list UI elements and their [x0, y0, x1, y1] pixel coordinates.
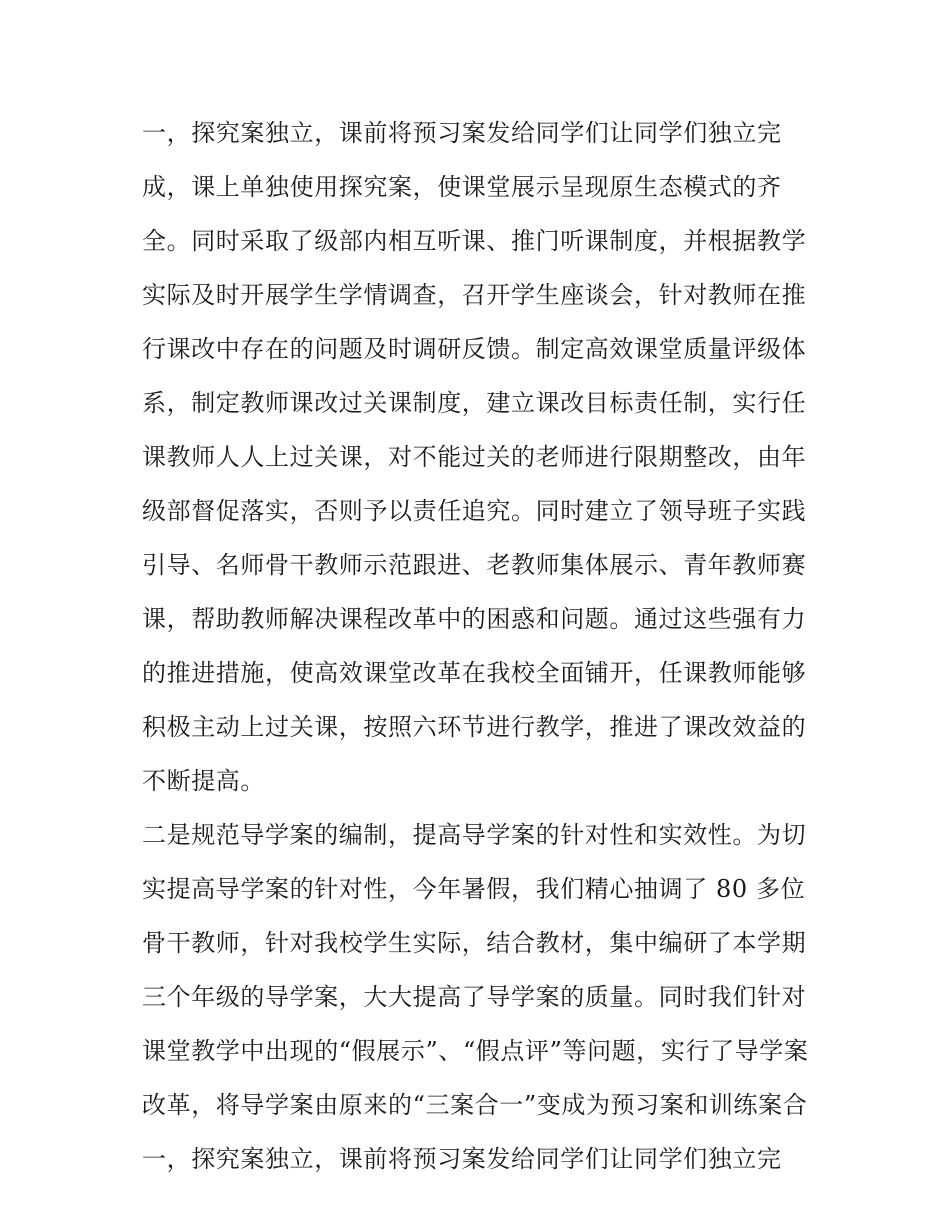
- text-line: 引导、名师骨干教师示范跟进、老教师集体展示、青年教师赛: [142, 551, 807, 579]
- text-line: 课教师人人上过关课，对不能过关的老师进行限期整改，由年: [142, 443, 807, 471]
- text-line: 不断提高。: [142, 767, 265, 795]
- text-line: 系，制定教师课改过关课制度，建立课改目标责任制，实行任: [142, 389, 807, 417]
- text-line: 的推进措施，使高效课堂改革在我校全面铺开，任课教师能够: [142, 659, 807, 687]
- text-line: 三个年级的导学案，大大提高了导学案的质量。同时我们针对: [142, 983, 807, 1011]
- text-line: 改革，将导学案由原来的“三案合一”变成为预习案和训练案合: [142, 1091, 808, 1119]
- text-line: 级部督促落实，否则予以责任追究。同时建立了领导班子实践: [142, 497, 807, 525]
- text-line: 一，探究案独立，课前将预习案发给同学们让同学们独立完: [142, 119, 782, 147]
- text-line: 骨干教师，针对我校学生实际，结合教材，集中编研了本学期: [142, 929, 807, 957]
- text-line: 一，探究案独立，课前将预习案发给同学们让同学们独立完: [142, 1145, 782, 1173]
- text-line: 实际及时开展学生学情调查，召开学生座谈会，针对教师在推: [142, 281, 807, 309]
- text-line: 课，帮助教师解决课程改革中的困惑和问题。通过这些强有力: [142, 605, 807, 633]
- text-line: 行课改中存在的问题及时调研反馈。制定高效课堂质量评级体: [142, 335, 807, 363]
- text-line: 课堂教学中出现的“假展示”、“假点评”等问题，实行了导学案: [142, 1037, 809, 1065]
- body-text: [142, 106, 822, 1186]
- text-line: 积极主动上过关课，按照六环节进行教学，推进了课改效益的: [142, 713, 807, 741]
- text-line: 全。同时采取了级部内相互听课、推门听课制度，并根据教学: [142, 227, 807, 255]
- text-line: 实提高导学案的针对性，今年暑假，我们精心抽调了 80 多位: [142, 875, 806, 903]
- text-line: 二是规范导学案的编制，提高导学案的针对性和实效性。为切: [142, 821, 807, 849]
- text-line: 成，课上单独使用探究案，使课堂展示呈现原生态模式的齐: [142, 173, 782, 201]
